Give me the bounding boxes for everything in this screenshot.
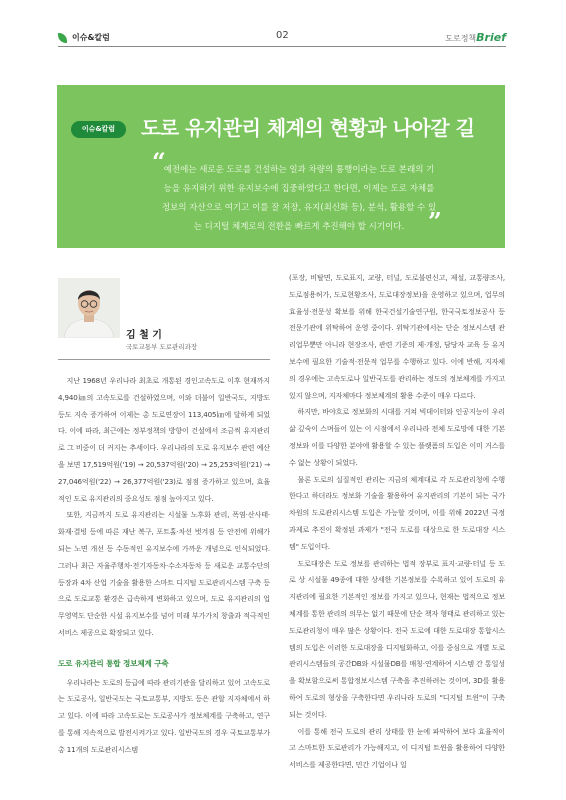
section-label-text: 이슈&칼럼 (72, 33, 110, 42)
body-column-left (58, 373, 270, 759)
paragraph: 도로대장은 도로 정보를 관리하는 법적 장부로 표지·교량·터널 등 도로 상 시설물 49종에 대한 상세한 기본정보를 수록하고 있어 도로의 유지관리에 필요한 기본적인 정보를 가지고 있으나, 현재는 법적으로 정보체계를 통한 관리의 의무는 없기 때문에 단순 책자 형태로 관리하고 있는 도로관리청이 매우 많은 상황이다. 전국 도로에 대한 도로대장 통합시스템의 도입은 이러한 도로대장을 디지털화하고, 이를 중심으로 개별 도로관리시스템들의 공간DB와 시설물DB를 매칭·연계하여 시스템 간 통일성을 확보함으로써 통합정보시스템 구축을 추진하려는 것이며, 3D를 활용하여 도로의 형상을 구축한다면 우리나라 도로의 "디지털 트윈"이 구축되는 것이다. (289, 558, 505, 719)
section-heading: 도로 유지관리 통합 정보체계 구축 (58, 658, 169, 668)
brand-logo (445, 31, 506, 44)
quote-close-icon: ” (428, 207, 442, 236)
quote-open-icon: “ (152, 147, 166, 176)
brand-prefix: 도로정책 (445, 34, 477, 43)
body-column-right (289, 270, 505, 774)
section-label (58, 32, 110, 43)
article-title: 도로 유지관리 체계의 현황과 나아갈 길 (141, 116, 475, 140)
paragraph: 또한, 지금까지 도로 유지관리는 시설물 노후화 관리, 폭염·산사태·화재·결빙 등에 따른 재난 복구, 포트홀·차선 벗겨짐 등 안전에 위해가 되는 노면 개선 등 수동적인 유지보수에 가까운 개념으로 인식되었다. 그러나 최근 자율주행차·전기자동차·수소자동차 등 새로운 교통수단의 등장과 4차 산업 기술을 활용한 스마트 디지털 도로관리시스템 구축 등으로 도로교통 환경은 급속하게 변화하고 있으며, 도로 유지관리의 업무영역도 단순한 시설 유지보수를 넘어 미래 부가가치 창출과 적극적인 서비스 제공으로 확장되고 있다. (58, 510, 270, 637)
page-number: 02 (276, 30, 289, 41)
author-name: 김 철 기 (126, 330, 162, 341)
title-banner (57, 85, 505, 248)
header-divider (58, 46, 506, 47)
leaf-icon (58, 33, 67, 43)
lead-quote: 예전에는 새로운 도로를 건설하는 일과 차량의 통행이라는 도로 본래의 기능을 유지하기 위한 유지보수에 집중하였다고 한다면, 이제는 도로 자체를 정보의 자산으로 여기고 이를 잘 저장, 유지(최신화 등), 분석, 활용할 수 있는 디지털 체계로의 전환을 빠르게 추진해야 할 시기이다. (161, 165, 437, 232)
author-affiliation: 국토교통부 도로관리과장 (126, 343, 198, 351)
paragraph: 물론 도로의 실질적인 관리는 지금의 체계대로 각 도로관리청에 수행한다고 하더라도 정보화 기술을 활용하여 유지관리의 기본이 되는 국가 차원의 도로관리시스템 도입은 가능할 것이며, 이를 위해 2022년 국정과제로 추진이 확정된 과제가 "전국 도로를 대상으로 한 도로대장 시스템" 도입이다. (289, 474, 505, 551)
paragraph: 우리나라는 도로의 등급에 따라 관리기관을 달리하고 있어 고속도로는 도로공사, 일반국도는 국토교통부, 지방도 등은 관할 지자체에서 하고 있다. 이에 따라 고속도로는 도로공사가 정보체계를 구축하고, 연구를 통해 지속적으로 발전시켜가고 있다. 일반국도의 경우 국토교통부가 총 11개의 도로관리시스템 (58, 677, 270, 754)
page-header (0, 0, 566, 52)
author-divider (58, 359, 270, 360)
paragraph: 이를 통해 전국 도로의 관리 상태를 한 눈에 파악하여 보다 효율적이고 스마트한 도로관리가 가능해지고, 이 디지털 트윈을 활용하여 다양한 서비스를 제공한다면, 민간 기업이나 일 (289, 726, 505, 770)
category-tag: 이슈&칼럼 (71, 121, 126, 138)
brand-name: Brief (476, 31, 506, 44)
paragraph: 하지만, 바야흐로 정보화의 시대를 거쳐 빅데이터와 인공지능이 우리 삶 깊숙이 스며들어 있는 이 시점에서 우리나라 전체 도로망에 대한 기본 정보와 이를 다양한 분야에 활용할 수 있는 플랫폼의 도입은 이미 거스를 수 없는 상황이 되었다. (289, 407, 505, 467)
author-photo (58, 278, 120, 338)
paragraph: 지난 1968년 우리나라 최초로 개통된 경인고속도로 이후 현재까지 4,940㎞의 고속도로를 건설하였으며, 이와 더불어 일반국도, 지방도 등도 지속 증가하여 이제는 총 도로연장이 113,405㎞에 달하게 되었다. 이에 따라, 최근에는 정부정책의 방향이 건설에서 조금씩 유지관리로 그 비중이 더 커지는 추세이다. 우리나라의 도로 유지보수 관련 예산을 보면 17,519억원('19) → 20,537억원('20) → 25,253억원('21) → 27,046억원('22) → 26,377억원('23)로 점점 증가하고 있으며, 효율적인 도로 유지관리의 중요성도 점점 높아지고 있다. (58, 376, 270, 503)
paragraph: (포장, 비탈면, 도로표지, 교량, 터널, 도로불편신고, 제설, 교통량조사, 도로점용허가, 도로현황조사, 도로대장정보)을 운영하고 있으며, 업무의 효율성·전문성 확보를 위해 한국건설기술연구원, 한국국토정보공사 등 전문기관에 위탁하여 운영 중이다. 위탁기관에서는 단순 정보시스템 관리업무뿐만 아니라 현장조사, 관련 기준의 제·개정, 담당자 교육 등 유지보수에 필요한 기술적·전문적 업무를 수행하고 있다. 이에 반해, 지자체의 경우에는 고속도로나 일반국도를 관리하는 정도의 정보체계를 가지고 있지 않으며, 지자체마다 정보체계의 활용 수준이 매우 다르다. (289, 273, 505, 400)
